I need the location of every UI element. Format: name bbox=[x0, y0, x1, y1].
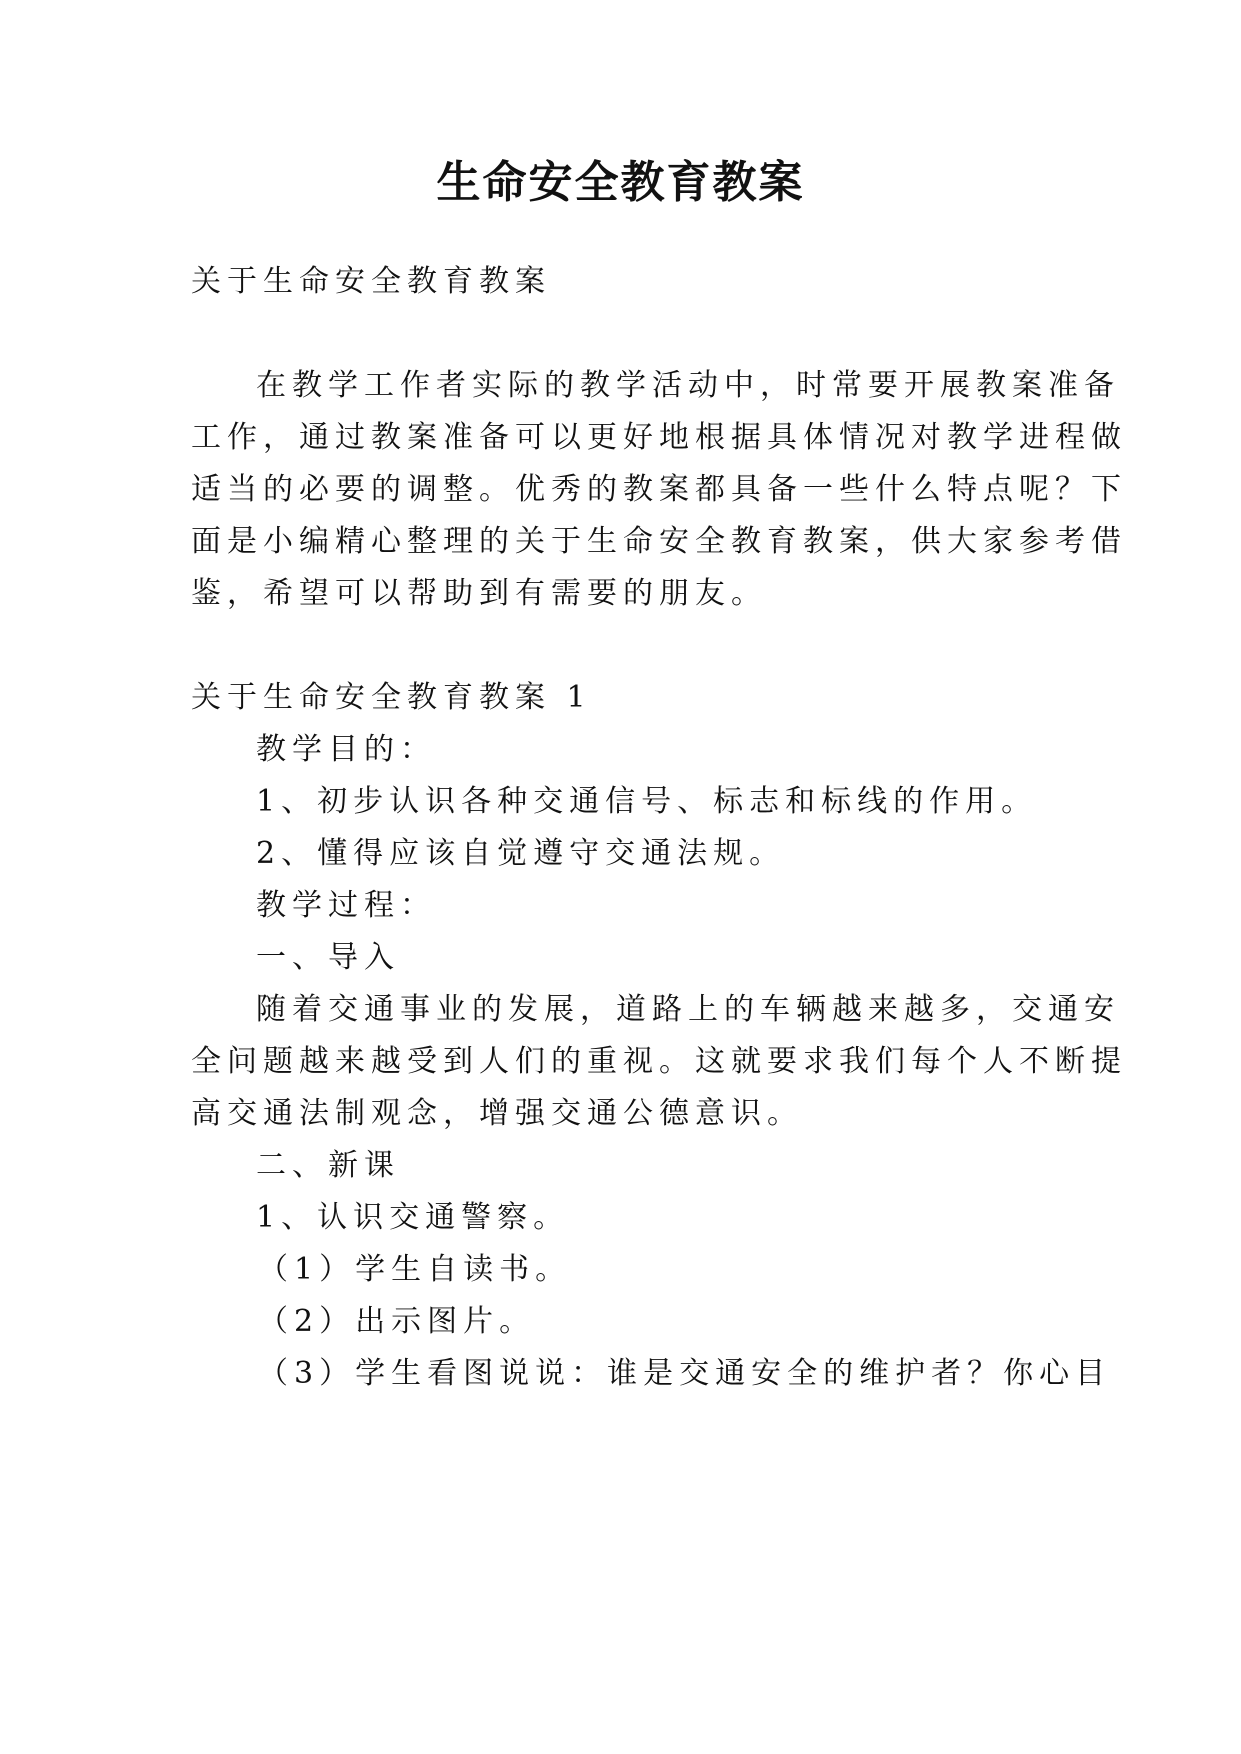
objective-label: 教学目的： bbox=[256, 732, 436, 767]
intro-line: 在教学工作者实际的教学活动中，时常要开展教案准备 bbox=[256, 368, 1120, 403]
objective-item: 2、懂得应该自觉遵守交通法规。 bbox=[256, 836, 786, 871]
part1-line: 全问题越来越受到人们的重视。这就要求我们每个人不断提 bbox=[191, 1044, 1127, 1079]
intro-line: 面是小编精心整理的关于生命安全教育教案，供大家参考借 bbox=[191, 524, 1127, 559]
sub-item: （2）出示图片。 bbox=[258, 1304, 536, 1339]
process-label: 教学过程： bbox=[256, 888, 436, 923]
sub-item: （1）学生自读书。 bbox=[258, 1252, 572, 1287]
part2-heading: 二、新课 bbox=[256, 1148, 400, 1183]
section-heading: 关于生命安全教育教案 1 bbox=[191, 680, 592, 715]
document-subtitle: 关于生命安全教育教案 bbox=[191, 264, 551, 299]
intro-line: 工作，通过教案准备可以更好地根据具体情况对教学进程做 bbox=[191, 420, 1127, 455]
objective-item: 1、初步认识各种交通信号、标志和标线的作用。 bbox=[256, 784, 1038, 819]
part1-heading: 一、导入 bbox=[256, 940, 400, 975]
document-title: 生命安全教育教案 bbox=[436, 157, 805, 208]
part1-line: 高交通法制观念，增强交通公德意识。 bbox=[191, 1096, 803, 1131]
item-1: 1、认识交通警察。 bbox=[256, 1200, 570, 1235]
intro-line: 适当的必要的调整。优秀的教案都具备一些什么特点呢？下 bbox=[191, 472, 1127, 507]
intro-line: 鉴，希望可以帮助到有需要的朋友。 bbox=[191, 576, 767, 611]
part1-line: 随着交通事业的发展，道路上的车辆越来越多，交通安 bbox=[256, 992, 1120, 1027]
sub-item: （3）学生看图说说：谁是交通安全的维护者？你心目 bbox=[258, 1356, 1112, 1391]
